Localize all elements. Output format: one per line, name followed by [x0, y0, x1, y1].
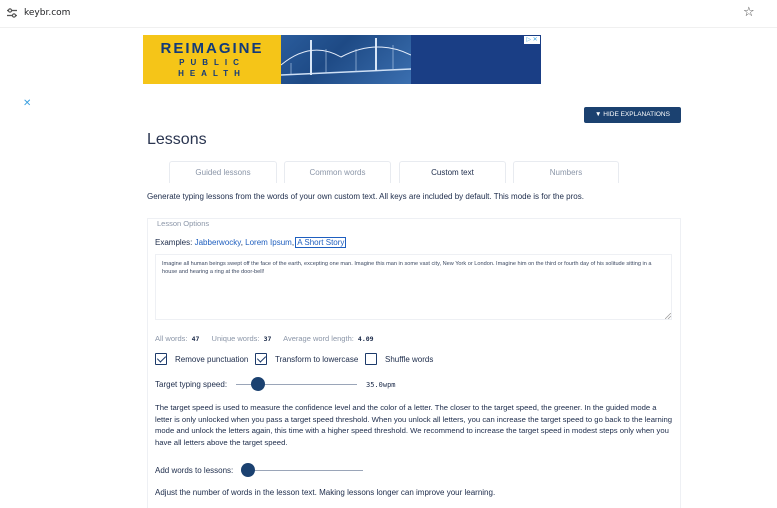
example-jabberwocky-link[interactable]: Jabberwocky: [194, 238, 241, 247]
ad-line-3: HEALTH: [178, 69, 246, 78]
site-settings-icon[interactable]: [6, 7, 18, 19]
ad-line-1: REIMAGINE: [160, 40, 264, 57]
ad-close-icon[interactable]: ▷ ✕: [524, 36, 540, 44]
lowercase-label: Transform to lowercase: [275, 354, 359, 364]
shuffle-words-label: Shuffle words: [385, 354, 434, 364]
remove-punctuation-checkbox[interactable]: [155, 353, 167, 365]
ad-reimagine-panel: [143, 35, 281, 84]
bookmark-star-icon[interactable]: ☆: [743, 5, 755, 20]
example-short-story-link[interactable]: A Short Story: [297, 238, 345, 247]
browser-url-bar: [0, 0, 777, 28]
example-lorem-ipsum-link[interactable]: Lorem Ipsum: [245, 238, 292, 247]
ad-bridge-image: [281, 35, 411, 84]
examples-row: Examples: Jabberwocky, Lorem Ipsum, A Short Story: [155, 238, 345, 247]
ad-line-2: PUBLIC: [179, 58, 245, 67]
resize-handle-icon[interactable]: [665, 313, 671, 319]
all-words-label: All words:: [155, 334, 188, 343]
lowercase-option[interactable]: [255, 353, 358, 365]
unique-words-value: 37: [263, 335, 272, 343]
add-words-label: Add words to lessons:: [155, 466, 234, 475]
avg-word-length-value: 4.09: [357, 335, 374, 343]
shuffle-words-option[interactable]: [365, 353, 433, 365]
remove-punctuation-option[interactable]: [155, 353, 248, 365]
avg-word-length-label: Average word length:: [283, 334, 354, 343]
page-title: Lessons: [147, 131, 207, 148]
tab-custom-text[interactable]: Custom text: [399, 161, 506, 183]
examples-label: Examples:: [155, 238, 193, 247]
lesson-options-legend: Lesson Options: [157, 219, 210, 228]
target-speed-explanation: The target speed is used to measure the confidence level and the color of a letter. The closer to the target speed, the greener. In the guided mode a letter is only unlocked when you pass a target speed threshold. When you unlock all letters, you can increase the target speed to go back to the learning mode and unlock the letters again, this time with a higher speed threshold. We recommend to increase the target speed in modest steps only when you have all letters above the target speed.: [155, 403, 673, 447]
tab-common-words[interactable]: Common words: [284, 161, 391, 183]
ad-banner[interactable]: [143, 35, 541, 84]
target-speed-value: 35.0wpm: [366, 381, 396, 389]
remove-punctuation-label: Remove punctuation: [175, 354, 249, 364]
text-stats: [155, 334, 384, 343]
tab-guided-lessons[interactable]: Guided lessons: [169, 161, 277, 183]
add-words-slider-track[interactable]: [241, 470, 363, 471]
target-speed-label: Target typing speed:: [155, 380, 228, 389]
side-close-icon[interactable]: ✕: [23, 98, 32, 109]
unique-words-label: Unique words:: [211, 334, 260, 343]
url-text[interactable]: keybr.com: [24, 8, 71, 18]
target-speed-slider-thumb[interactable]: [251, 377, 265, 391]
mode-description: Generate typing lessons from the words of your own custom text. All keys are included by default. This mode is for the pros.: [147, 192, 584, 201]
lowercase-checkbox[interactable]: [255, 353, 267, 365]
hide-explanations-button[interactable]: ▼ HIDE EXPLANATIONS: [584, 107, 681, 123]
shuffle-words-checkbox[interactable]: [365, 353, 377, 365]
ad-pitt-panel: [411, 35, 541, 84]
add-words-explanation: Adjust the number of words in the lesson text. Making lessons longer can improve your learning.: [155, 488, 496, 497]
all-words-value: 47: [191, 335, 200, 343]
custom-text-input[interactable]: Imagine all human beings swept off the face of the earth, excepting one man. Imagine this man in some vast city, New York or London. Imagine him on the third or fourth day of his solitude sitting in a house and hearing a ring at the door-bell!: [155, 254, 672, 320]
add-words-slider-thumb[interactable]: [241, 463, 255, 477]
tab-numbers[interactable]: Numbers: [513, 161, 619, 183]
